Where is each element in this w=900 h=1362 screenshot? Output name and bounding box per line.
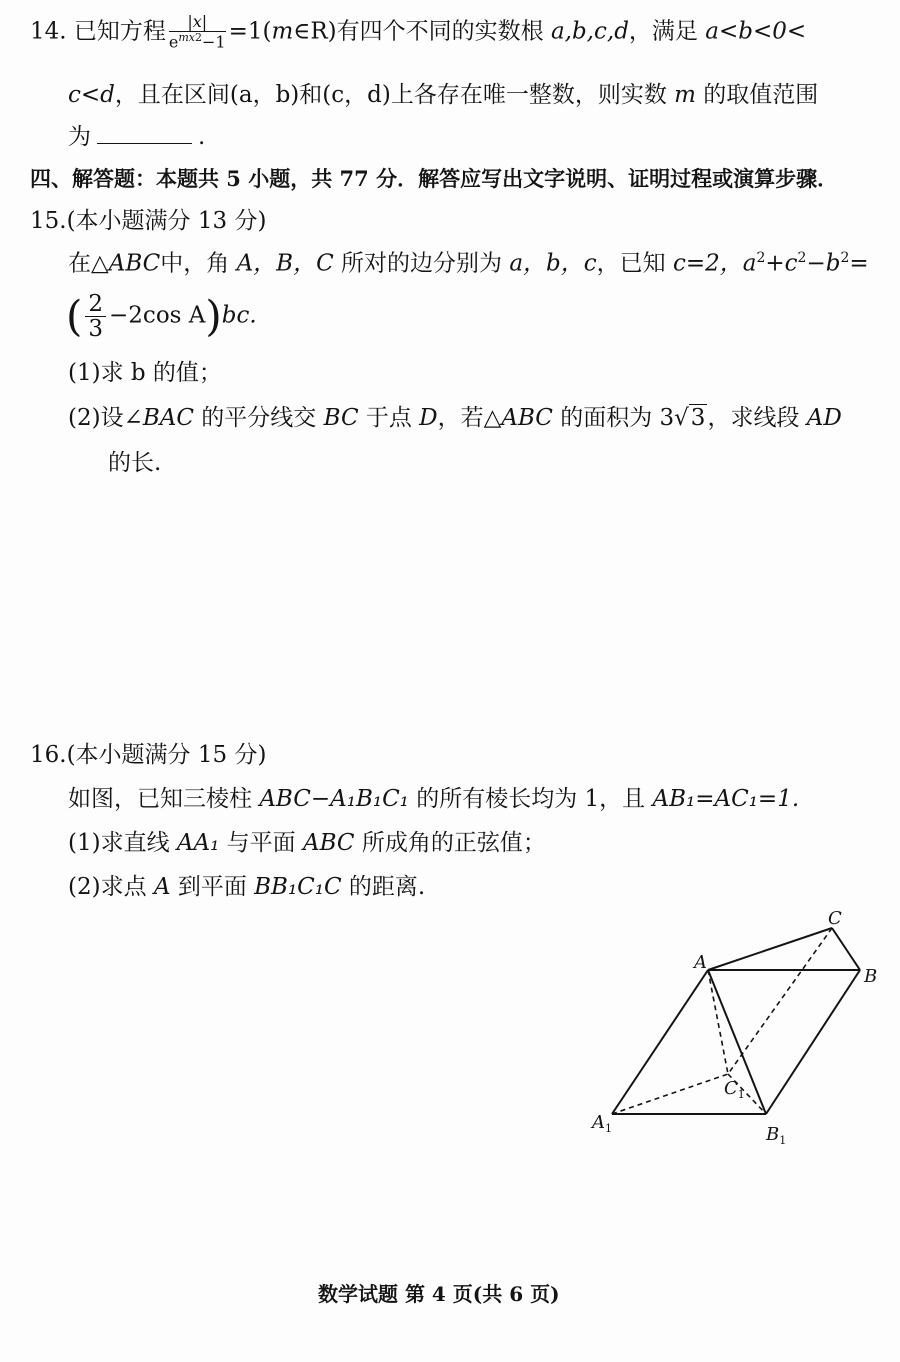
edge-B-B1 bbox=[766, 970, 860, 1114]
q15-part1: (1)求 b 的值； bbox=[68, 360, 222, 386]
q15-part2-line2: 的长. bbox=[108, 450, 162, 476]
label-B1: $B_1$ bbox=[766, 1124, 787, 1147]
q14-intro: 已知方程 bbox=[73, 18, 166, 45]
label-B: B bbox=[864, 966, 878, 987]
edge-A-C bbox=[708, 928, 832, 970]
page-footer: 数学试题 第 4 页(共 6 页) bbox=[318, 1282, 560, 1306]
q14-answer-blank[interactable] bbox=[97, 143, 192, 144]
q16-part2: (2)求点 A 到平面 BB₁C₁C 的距离. bbox=[68, 874, 426, 900]
q14-number: 14. bbox=[30, 18, 67, 45]
q14-line2: c<d，且在区间(a，b)和(c，d)上各存在唯一整数，则实数 m 的取值范围 bbox=[68, 82, 819, 108]
q14-line3: 为 . bbox=[68, 124, 206, 150]
q16-part1: (1)求直线 AA₁ 与平面 ABC 所成角的正弦值； bbox=[68, 830, 546, 856]
q14-frac-num: |x| bbox=[169, 14, 226, 32]
label-A1: $A_1$ bbox=[592, 1112, 612, 1135]
q14-roots: a,b,c,d bbox=[550, 18, 629, 45]
prism-figure bbox=[580, 900, 890, 1160]
sqrt-symbol: √ bbox=[674, 405, 689, 431]
q14-frac-den: $e^{mx2}-1$ bbox=[168, 30, 226, 52]
edge-C-B bbox=[832, 928, 860, 970]
hidden-edge-C-C1 bbox=[728, 928, 832, 1074]
q16-score: (本小题满分 15 分) bbox=[66, 742, 267, 768]
q14-fraction bbox=[169, 14, 226, 51]
section4-heading: 四、解答题：本题共 5 小题，共 77 分．解答应写出文字说明、证明过程或演算步骤． bbox=[30, 166, 839, 191]
q14-ineq: a<b<0< bbox=[705, 18, 807, 45]
label-C1: $C_1$ bbox=[724, 1078, 745, 1101]
label-A: A bbox=[694, 952, 707, 973]
q14-eq: =1( bbox=[228, 18, 272, 45]
hidden-edge-A-C1 bbox=[708, 970, 728, 1074]
hidden-edge-A1-C1 bbox=[612, 1074, 728, 1114]
q15-score: (本小题满分 13 分) bbox=[66, 208, 267, 234]
label-C: C bbox=[828, 908, 842, 929]
q14-line1: 14. 已知方程 $\frac{|x|}{e^{mx2}-1}$ =1(m∈R)有四个不同的实数根 a,b,c,d，满足 a<b<0< bbox=[30, 12, 807, 52]
q15-part2-line1: (2)设∠BAC 的平分线交 BC 于点 D，若△ABC 的面积为 3√3，求线段 AD bbox=[68, 405, 842, 431]
q15-fraction: $\frac{2}{3}$ bbox=[85, 292, 106, 341]
q15-number: 15. bbox=[30, 208, 67, 234]
q15-stem-line2: ( $\frac{2}{3}$ −2cos A)bc. bbox=[66, 291, 257, 343]
q15-stem-line1: 在△ABC中，角 A，B，C 所对的边分别为 a，b，c，已知 c=2，$a^2+c^2-b^2=$ bbox=[68, 250, 869, 277]
q15-header bbox=[30, 208, 266, 236]
q16-number: 16. bbox=[30, 742, 67, 768]
edge-A-A1 bbox=[612, 970, 708, 1114]
q16-stem: 如图，已知三棱柱 ABC−A₁B₁C₁ 的所有棱长均为 1，且 AB₁=AC₁=1. bbox=[68, 786, 800, 812]
q16-header bbox=[30, 742, 266, 770]
